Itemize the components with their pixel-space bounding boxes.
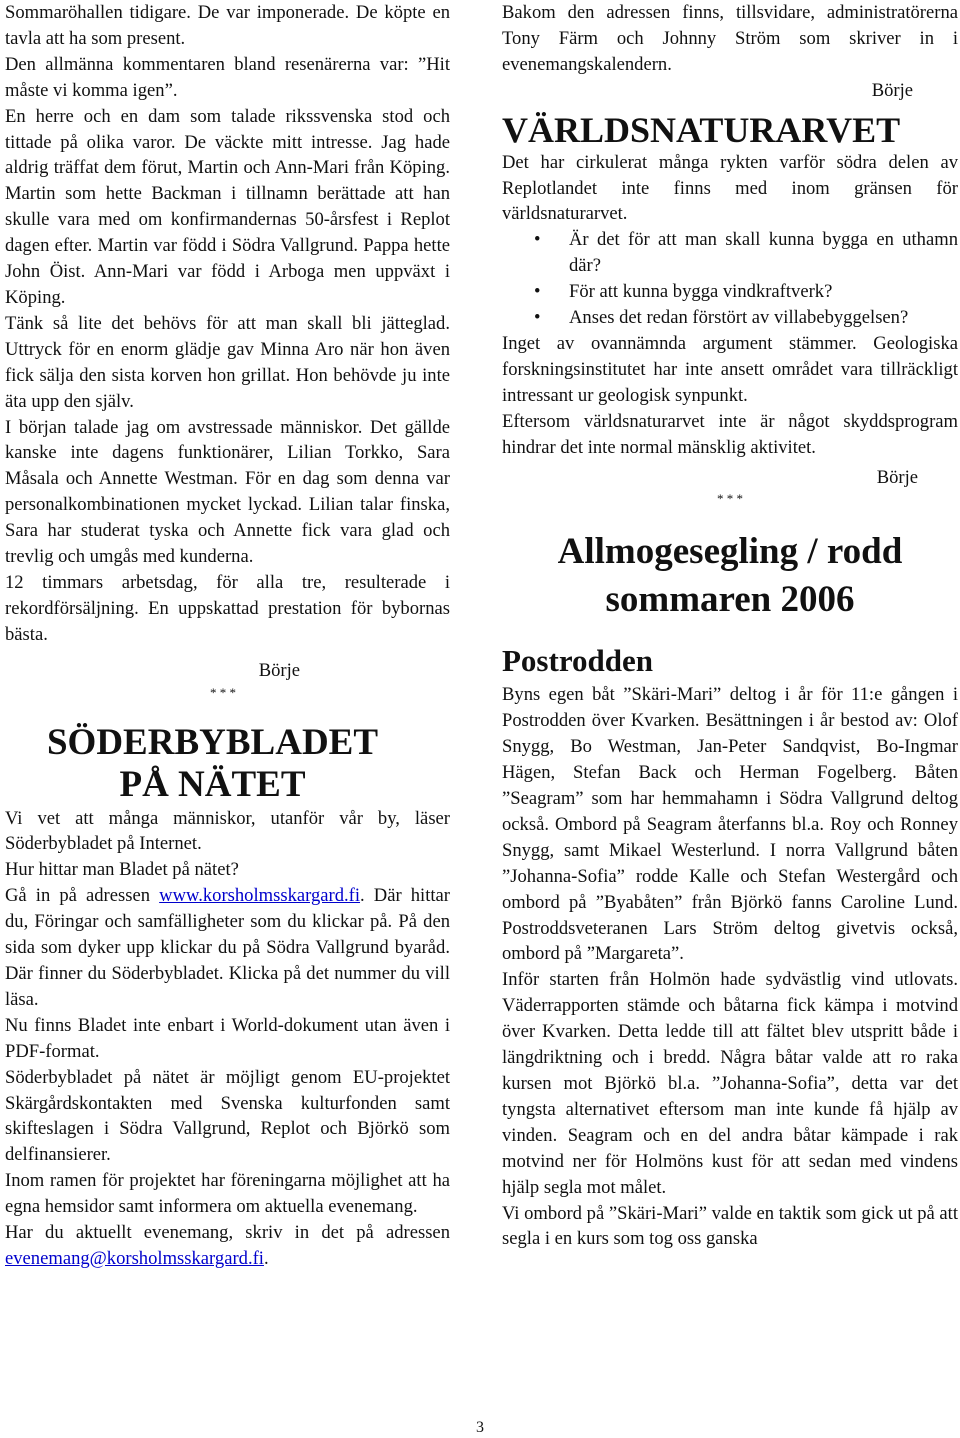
paragraph: Byns egen båt ”Skäri-Mari” deltog i år för 11:e gången i Postrodden över Kvarken. Besättningen i år bestod av: Olof Snygg, Bo Westman, Jan-Peter Sandqvist, Bo-Ingmar Hägen, Stefan Back och Herman Fogelberg. Båten ”Seagram” som har hemmahamn i Södra Vallgrund deltog också. Ombord på Seagram återfanns bl.a. Roy och Ronney Snygg, samt Mikael Westerlund. I norra Vallgrund båten ”Johanna-Sofia” rodde Kalle och Stefan Westergård och ombord på ”Byabåten” från Björkö fanns Caroline Lund. Postroddsveteranen Lars Ström deltog givetvis också, ombord på ”Margareta”. <box>502 684 958 965</box>
paragraph: Det har cirkulerat många rykten varför södra delen av Replotlandet inte finns med inom gränsen för världsnaturarvet. <box>502 151 958 225</box>
paragraph: Inför starten från Holmön hade sydvästlig vind utlovats. Väderrapporten stämde och båtarna fick kämpa i motvind över Kvarken. Detta ledde till att fältet blev utspritt både i längdriktning och i bredd. Några båtar valde att ro raka kursen mot Björkö bl.a. ”Johanna-Sofia”, detta var det tyngsta alternativet eftersom man inte kunde få hjälp av vinden. Seagram och en del andra båtar kämpade i rak motvind ner för Holmöns kust för att sedan med vindens hjälp segla mot målet. <box>502 969 958 1198</box>
email-link[interactable]: evenemang@korsholmsskargard.fi <box>5 1247 264 1269</box>
paragraph-with-link: Har du aktuellt evenemang, skriv in det på adressen evenemang@korsholmsskargard.fi. <box>5 1222 450 1269</box>
list-item: • Är det för att man skall kunna bygga en uthamn där? <box>502 227 958 279</box>
paragraph: En herre och en dam som talade rikssvenska stod och tittade på olika varor. De väckte mitt intresse. Jag hade aldrig träffat dem förut, Martin och Ann-Mari från Köping. Martin som hette Backman i tillnamn berättade att han skulle vara med om konfirmandernas 50-årsfest i Replot dagen efter. Martin var född i Södra Vallgrund. Pappa hette John Öist. Ann-Mari var född i Arboga men uppväxt i Köping. <box>5 105 450 308</box>
list-item: • Anses det redan förstört av villabebyggelsen? <box>502 305 958 331</box>
paragraph: Bakom den adressen finns, tillsvidare, administratörerna Tony Färm och Johnny Ström som skriver in i evenemangskalendern. <box>502 2 958 75</box>
heading-soderbybladet <box>5 722 450 806</box>
paragraph: 12 timmars arbetsdag, för alla tre, resulterade i rekordförsäljning. En uppskattad prestation för bybornas bästa. <box>5 571 450 645</box>
paragraph: Tänk så lite det behövs för att man skall bli jätteglad. Uttryck för en enorm glädje gav Minna Aro när hon även fick sälja den sista korven hon grillat. Hon behövde ju inte äta upp den själv. <box>5 312 450 412</box>
bullet-list <box>502 227 958 331</box>
right-column <box>502 0 958 1252</box>
paragraph: Vi vet att många människor, utanför vår by, läser Söderbybladet på Internet. <box>5 807 450 855</box>
list-item: • För att kunna bygga vindkraftverk? <box>502 279 958 305</box>
page-number: 3 <box>476 1419 484 1436</box>
paragraph: Söderbybladet på nätet är möjligt genom EU-projektet Skärgårdskontakten med Svenska kulturfonden samt skifteslagen i Södra Vallgrund, Replot och Björkö som delfinansierer. <box>5 1066 450 1166</box>
paragraph: Eftersom världsnaturarvet inte är något skyddsprogram hindrar det inte normal mänsklig aktivitet. <box>502 410 958 458</box>
heading-varldsnaturarvet: VÄRLDSNATURARVET <box>502 109 901 150</box>
paragraph: Inget av ovannämnda argument stämmer. Geologiska forskningsinstitutet har inte ansett området vara tillräckligt intressant ur geologisk synpunkt. <box>502 332 958 406</box>
heading-allmogesegling: Allmogesegling / rodd sommaren 2006 <box>557 531 903 621</box>
paragraph: Nu finns Bladet inte enbart i World-dokument utan även i PDF-format. <box>5 1014 450 1062</box>
section-separator: * * * <box>717 491 743 507</box>
paragraph: I början talade jag om avstressade människor. Det gällde kanske inte dagens funktionärer, Lilian Torkko, Sara Måsala och Annette Westman. För en dag som denna var personalkombinationen mycket lyckad. Lilian talar finska, Sara har studerat tyska och Annette fick vara glad och trevlig och umgås med kunderna. <box>5 416 450 568</box>
paragraph-with-link: Gå in på adressen www.korsholmsskargard.fi. Där hittar du, Föringar och samfälligheter som du klickar på. På den sida som dyker upp klickar du på Södra Vallgrund byaråd. Där finner du Söderbybladet. Klicka på det nummer du vill läsa. <box>5 885 450 1010</box>
paragraph: Sommaröhallen tidigare. De var imponerade. De köpte en tavla att ha som present. <box>5 2 450 49</box>
heading-line-1: SÖDERBYBLADET <box>46 721 379 763</box>
heading-postrodden: Postrodden <box>502 643 654 679</box>
section-separator: * * * <box>210 684 236 700</box>
paragraph: Inom ramen för projektet har föreningarna möjlighet att ha egna hemsidor samt informera om aktuella evenemang. <box>5 1170 450 1218</box>
heading-line-2: PÅ NÄTET <box>119 763 306 805</box>
paragraph: Vi ombord på ”Skäri-Mari” valde en taktik som gick ut på att segla i en kurs som tog oss ganska <box>502 1202 958 1250</box>
left-column <box>5 0 450 1272</box>
paragraph: Den allmänna kommentaren bland resenärerna var: ”Hit måste vi komma igen”. <box>5 53 450 101</box>
signature: Börje <box>876 466 918 488</box>
signature: Börje <box>258 659 300 681</box>
signature: Börje <box>871 79 913 101</box>
website-link[interactable]: www.korsholmsskargard.fi <box>159 885 361 907</box>
paragraph: Hur hittar man Bladet på nätet? <box>5 859 239 881</box>
